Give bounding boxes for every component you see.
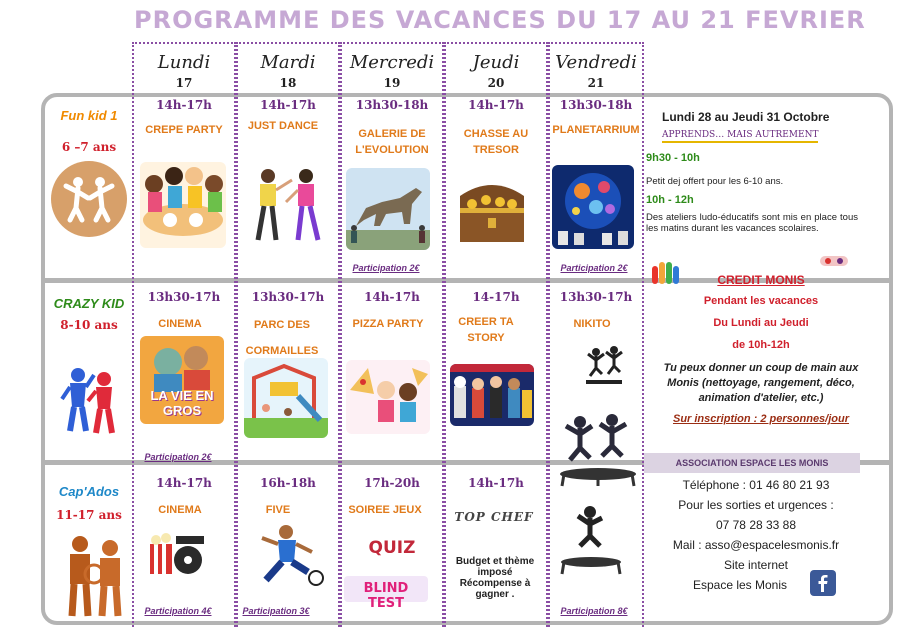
activity-time: 14h-17h bbox=[156, 98, 212, 112]
credit-line: Du Lundi au Jeudi bbox=[713, 317, 809, 329]
day-name: Jeudi bbox=[472, 52, 520, 73]
credit-title: CREDIT MONIS bbox=[717, 273, 805, 287]
planetarium-image bbox=[552, 165, 634, 249]
trampoline-jumper-icon bbox=[556, 506, 626, 576]
help-text: Tu peux donner un coup de main aux Monis (nettoyage, rangement, déco, animation d'atelier, etc.) bbox=[663, 362, 859, 404]
group-age: 8-10 ans bbox=[60, 318, 118, 332]
quiz-logo bbox=[362, 526, 422, 566]
column-top bbox=[236, 42, 340, 44]
playground-image bbox=[244, 358, 328, 438]
kids-silhouette-icon bbox=[60, 365, 120, 437]
group-name-crazy-kid: CRAZY KID bbox=[53, 296, 125, 311]
group-age: 6 –7 ans bbox=[61, 140, 117, 154]
participation-fee: Participation 8€ bbox=[560, 606, 628, 616]
treasure-chest-image bbox=[452, 168, 532, 250]
activity-time: 13h30-17h bbox=[251, 290, 325, 304]
facebook-link[interactable]: Espace les Monis bbox=[692, 578, 788, 592]
page-title: PROGRAMME DES VACANCES DU 17 AU 21 FEVRIER bbox=[134, 6, 866, 34]
group-name-cap-ados: Cap'Ados bbox=[58, 484, 120, 499]
activity-label: CREER TA STORY bbox=[458, 316, 514, 344]
activity-label: FIVE bbox=[265, 504, 291, 516]
association-banner: ASSOCIATION ESPACE LES MONIS bbox=[644, 453, 860, 473]
activity-label: JUST DANCE bbox=[247, 120, 319, 132]
la-vie-en-gros-poster bbox=[140, 336, 224, 424]
day-name: Lundi bbox=[157, 52, 211, 73]
activity-label: CINEMA bbox=[158, 504, 202, 516]
schedule-time: 10h - 12h bbox=[646, 194, 694, 206]
activity-time: 13h30-18h bbox=[355, 98, 429, 112]
activity-time: 13h30-17h bbox=[559, 290, 633, 304]
teens-silhouette-icon bbox=[60, 534, 130, 618]
blind-test-logo bbox=[344, 576, 428, 611]
urgent-label: Pour les sorties et urgences : bbox=[678, 498, 834, 512]
credit-line: de 10h-12h bbox=[732, 339, 790, 351]
activity-label: SOIREE JEUX bbox=[348, 504, 422, 516]
inscription-note: Sur inscription : 2 personnes/jour bbox=[672, 413, 850, 425]
activity-label: GALERIE DE L'EVOLUTION bbox=[355, 128, 429, 156]
activity-label: CINEMA bbox=[158, 318, 202, 330]
top-chef-logo: TOP CHEF bbox=[454, 510, 534, 524]
participation-fee: Participation 3€ bbox=[242, 606, 310, 616]
activity-time: 13h30-17h bbox=[147, 290, 221, 304]
activity-time: 14-17h bbox=[472, 290, 520, 304]
crepe-party-image bbox=[140, 162, 226, 248]
activity-time: 14h-17h bbox=[468, 476, 524, 490]
activity-note: Budget et thème imposé Récompense à gagner . bbox=[455, 556, 535, 600]
right-panel-subtitle: APPRENDS… MAIS AUTREMENT bbox=[662, 130, 818, 143]
poster-title: LA VIE EN GROS bbox=[150, 388, 214, 418]
mobile-number: 07 78 28 33 88 bbox=[715, 518, 797, 532]
story-costumes-image bbox=[450, 364, 534, 426]
schedule-text: Des ateliers ludo-éducatifs sont mis en place tous les matins durant les vacances scolaires. bbox=[646, 212, 858, 234]
dinosaur-gallery-image bbox=[346, 168, 430, 250]
activity-label: PLANETARRIUM bbox=[552, 124, 640, 136]
day-name: Mardi bbox=[260, 52, 316, 73]
email-address[interactable]: Mail : asso@espacelesmonis.fr bbox=[672, 538, 840, 552]
day-name: Mercredi bbox=[349, 52, 435, 73]
activity-label: CHASSE AU TRESOR bbox=[463, 128, 529, 156]
column-top bbox=[548, 42, 644, 44]
participation-fee: Participation 2€ bbox=[352, 263, 420, 273]
blind-test-text: BLIND TEST bbox=[363, 581, 409, 611]
day-number: 21 bbox=[587, 76, 605, 90]
schedule-time: 9h30 - 10h bbox=[646, 152, 700, 164]
activity-time: 14h-17h bbox=[468, 98, 524, 112]
website-label: Site internet bbox=[723, 558, 789, 572]
activity-time: 17h-20h bbox=[364, 476, 420, 490]
activity-time: 13h30-18h bbox=[559, 98, 633, 112]
day-number: 20 bbox=[487, 76, 505, 90]
schedule-text: Petit dej offert pour les 6-10 ans. bbox=[646, 176, 784, 187]
activity-time: 14h-17h bbox=[364, 290, 420, 304]
hands-icon bbox=[818, 252, 850, 270]
quiz-text: QUIZ bbox=[368, 538, 416, 558]
pizza-party-image bbox=[346, 360, 430, 434]
participation-fee: Participation 4€ bbox=[144, 606, 212, 616]
activity-time: 14h-17h bbox=[156, 476, 212, 490]
day-number: 19 bbox=[383, 76, 401, 90]
credit-line: Pendant les vacances bbox=[703, 295, 819, 307]
just-dance-image bbox=[246, 162, 332, 248]
activity-label: NIKITO bbox=[573, 318, 611, 330]
phone-number: Téléphone : 01 46 80 21 93 bbox=[682, 478, 830, 492]
activity-label: CREPE PARTY bbox=[145, 124, 223, 136]
right-panel-title: Lundi 28 au Jeudi 31 Octobre bbox=[662, 110, 830, 124]
activity-time: 16h-18h bbox=[260, 476, 316, 490]
activity-label: PARC DES CORMAILLES bbox=[245, 319, 319, 357]
activity-label: PIZZA PARTY bbox=[352, 318, 424, 330]
group-name-fun-kid: Fun kid 1 bbox=[60, 108, 118, 123]
participation-fee: Participation 2€ bbox=[560, 263, 628, 273]
column-top bbox=[132, 42, 236, 44]
day-number: 18 bbox=[279, 76, 297, 90]
cinema-image bbox=[146, 528, 210, 584]
day-number: 17 bbox=[175, 76, 193, 90]
football-player-image bbox=[248, 518, 330, 600]
group-age: 11-17 ans bbox=[56, 508, 122, 522]
column-top bbox=[444, 42, 548, 44]
activity-time: 14h-17h bbox=[260, 98, 316, 112]
trampoline-jumpers-small-icon bbox=[582, 344, 626, 390]
dancing-kids-icon bbox=[50, 160, 128, 238]
trampoline-jumpers-icon bbox=[556, 412, 640, 488]
facebook-icon[interactable] bbox=[810, 570, 836, 596]
day-name: Vendredi bbox=[555, 52, 637, 73]
column-top bbox=[340, 42, 444, 44]
participation-fee: Participation 2€ bbox=[144, 452, 212, 462]
